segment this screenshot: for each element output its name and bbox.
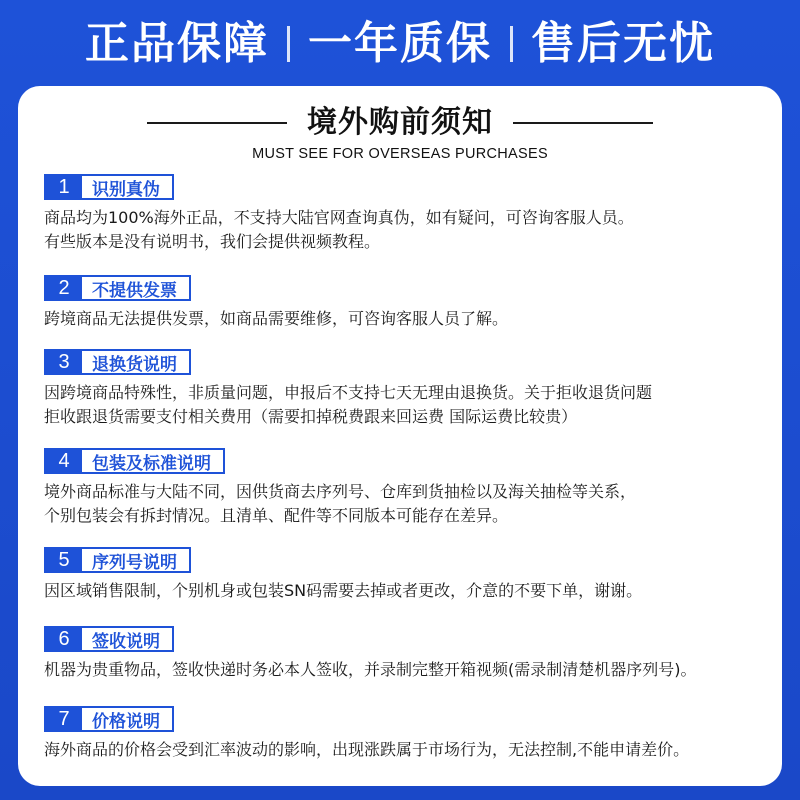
- section-number: 5: [46, 549, 82, 571]
- top-banner: [0, 0, 800, 88]
- banner-divider: [287, 26, 290, 62]
- section-body: [44, 658, 756, 682]
- section-line: 拒收跟退货需要支付相关费用（需要扣掉税费跟来回运费 国际运费比较贵）: [44, 407, 578, 426]
- section-number: 2: [46, 277, 82, 299]
- section-body: [44, 738, 756, 762]
- page-subtitle: MUST SEE FOR OVERSEAS PURCHASES: [252, 146, 548, 162]
- section-title: 价格说明: [82, 708, 172, 730]
- section-number: 6: [46, 628, 82, 650]
- section-tag: [44, 349, 191, 375]
- header-title-row: [44, 105, 756, 140]
- section-signing: [44, 626, 756, 682]
- section-tag: [44, 275, 191, 301]
- header-rule-right: [513, 122, 653, 124]
- section-title: 包装及标准说明: [82, 450, 223, 472]
- header-rule-left: [147, 122, 287, 124]
- section-number: 7: [46, 708, 82, 730]
- section-returns: [44, 349, 756, 429]
- banner-genuine-guarantee: 正品保障: [85, 18, 269, 69]
- section-title: 退换货说明: [82, 351, 189, 373]
- section-packaging: [44, 448, 756, 528]
- section-body: [44, 307, 756, 331]
- section-body: [44, 206, 756, 254]
- section-tag: [44, 547, 191, 573]
- section-title: 签收说明: [82, 628, 172, 650]
- section-tag: [44, 448, 225, 474]
- section-pricing: [44, 706, 756, 762]
- section-body: [44, 381, 756, 429]
- section-invoice: [44, 275, 756, 331]
- section-line: 商品均为100%海外正品，不支持大陆官网查询真伪，如有疑问，可咨询客服人员。: [44, 208, 634, 227]
- section-serial-number: [44, 547, 756, 603]
- banner-divider: [510, 26, 513, 62]
- page-title: 境外购前须知: [307, 105, 493, 140]
- notice-card: [18, 86, 782, 786]
- banner-after-sales: 售后无忧: [531, 18, 715, 69]
- section-authenticity: [44, 174, 756, 254]
- section-line: 境外商品标准与大陆不同，因供货商去序列号、仓库到货抽检以及海关抽检等关系，: [44, 482, 637, 501]
- card-header: [44, 86, 756, 166]
- section-body: [44, 579, 756, 603]
- section-line: 因区域销售限制，个别机身或包装SN码需要去掉或者更改，介意的不要下单，谢谢。: [44, 581, 643, 600]
- section-line: 海外商品的价格会受到汇率波动的影响，出现涨跌属于市场行为，无法控制,不能申请差价。: [44, 740, 690, 759]
- section-title: 不提供发票: [82, 277, 189, 299]
- section-line: 个别包装会有拆封情况。且清单、配件等不同版本可能存在差异。: [44, 506, 509, 525]
- section-number: 4: [46, 450, 82, 472]
- section-title: 识别真伪: [82, 176, 172, 198]
- section-number: 1: [46, 176, 82, 198]
- section-line: 有些版本是没有说明书，我们会提供视频教程。: [44, 232, 381, 251]
- section-body: [44, 480, 756, 528]
- section-tag: [44, 626, 174, 652]
- banner-one-year-warranty: 一年质保: [308, 18, 492, 69]
- section-line: 因跨境商品特殊性，非质量问题，申报后不支持七天无理由退换货。关于拒收退货问题: [44, 383, 653, 402]
- section-tag: [44, 706, 174, 732]
- section-line: 机器为贵重物品，签收快递时务必本人签收，并录制完整开箱视频(需录制清楚机器序列号)。: [44, 660, 697, 679]
- section-title: 序列号说明: [82, 549, 189, 571]
- section-number: 3: [46, 351, 82, 373]
- section-line: 跨境商品无法提供发票，如商品需要维修，可咨询客服人员了解。: [44, 309, 509, 328]
- section-tag: [44, 174, 174, 200]
